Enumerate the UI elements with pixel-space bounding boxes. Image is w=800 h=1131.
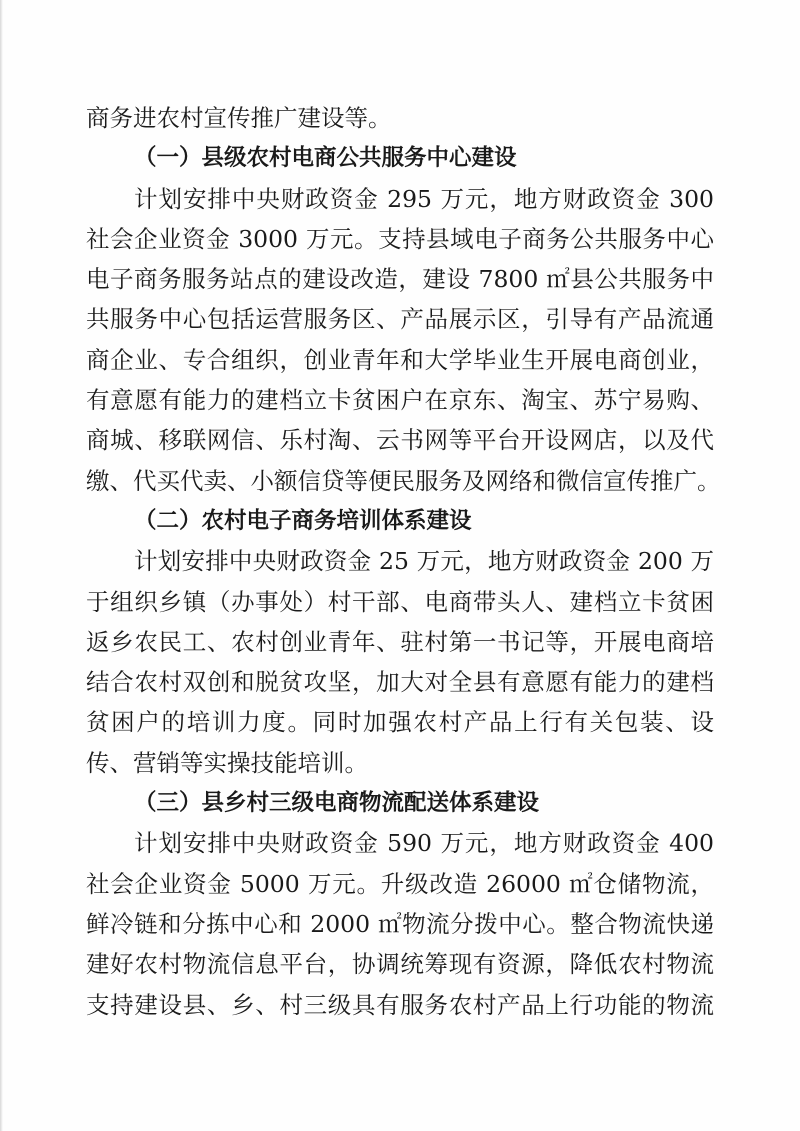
paragraph-line: 结合农村双创和脱贫攻坚，加大对全县有意愿有能力的建档 xyxy=(86,668,714,697)
section-heading-1: （一）县级农村电商公共服务中心建设 xyxy=(134,145,517,172)
paragraph-line: 有意愿有能力的建档立卡贫困户在京东、淘宝、苏宁易购、 xyxy=(86,386,714,415)
paragraph-line: 缴、代买代卖、小额信贷等便民服务及网络和微信宣传推广。 xyxy=(86,466,721,495)
section-heading-2: （二）农村电子商务培训体系建设 xyxy=(134,507,472,534)
paragraph-line: 鲜冷链和分拣中心和 2000 ㎡物流分拨中心。整合物流快递 xyxy=(86,909,714,938)
paragraph-line: 传、营销等实操技能培训。 xyxy=(86,748,368,777)
paragraph-line: 社会企业资金 5000 万元。升级改造 26000 ㎡仓储物流， xyxy=(86,869,714,898)
paragraph-line: 建好农村物流信息平台，协调统筹现有资源，降低农村物流 xyxy=(86,950,714,979)
paragraph-line: 商企业、专合组织，创业青年和大学毕业生开展电商创业， xyxy=(86,345,714,374)
scan-edge-shadow xyxy=(0,0,3,1131)
paragraph-line: 计划安排中央财政资金 590 万元，地方财政资金 400 xyxy=(134,829,714,858)
paragraph-line: 于组织乡镇（办事处）村干部、电商带头人、建档立卡贫困 xyxy=(86,587,714,616)
document-body xyxy=(86,98,721,1025)
paragraph-line: 共服务中心包括运营服务区、产品展示区，引导有产品流通 xyxy=(86,305,714,334)
paragraph-line: 返乡农民工、农村创业青年、驻村第一书记等，开展电商培 xyxy=(86,627,714,656)
paragraph-line: 贫困户的培训力度。同时加强农村产品上行有关包装、设 xyxy=(86,708,714,737)
paragraph-line: 支持建设县、乡、村三级具有服务农村产品上行功能的物流 xyxy=(86,990,714,1019)
paragraph-line: 商务进农村宣传推广建设等。 xyxy=(86,104,392,132)
paragraph-line: 计划安排中央财政资金 25 万元，地方财政资金 200 万 xyxy=(134,547,714,576)
section-heading-3: （三）县乡村三级电商物流配送体系建设 xyxy=(134,790,540,817)
paragraph-line: 商城、移联网信、乐村淘、云书网等平台开设网店，以及代 xyxy=(86,426,714,455)
paragraph-line: 社会企业资金 3000 万元。支持县域电子商务公共服务中心 xyxy=(86,224,714,253)
paragraph-line: 计划安排中央财政资金 295 万元，地方财政资金 300 xyxy=(134,184,714,213)
paragraph-line: 电子商务服务站点的建设改造，建设 7800 ㎡县公共服务中 xyxy=(86,265,714,294)
